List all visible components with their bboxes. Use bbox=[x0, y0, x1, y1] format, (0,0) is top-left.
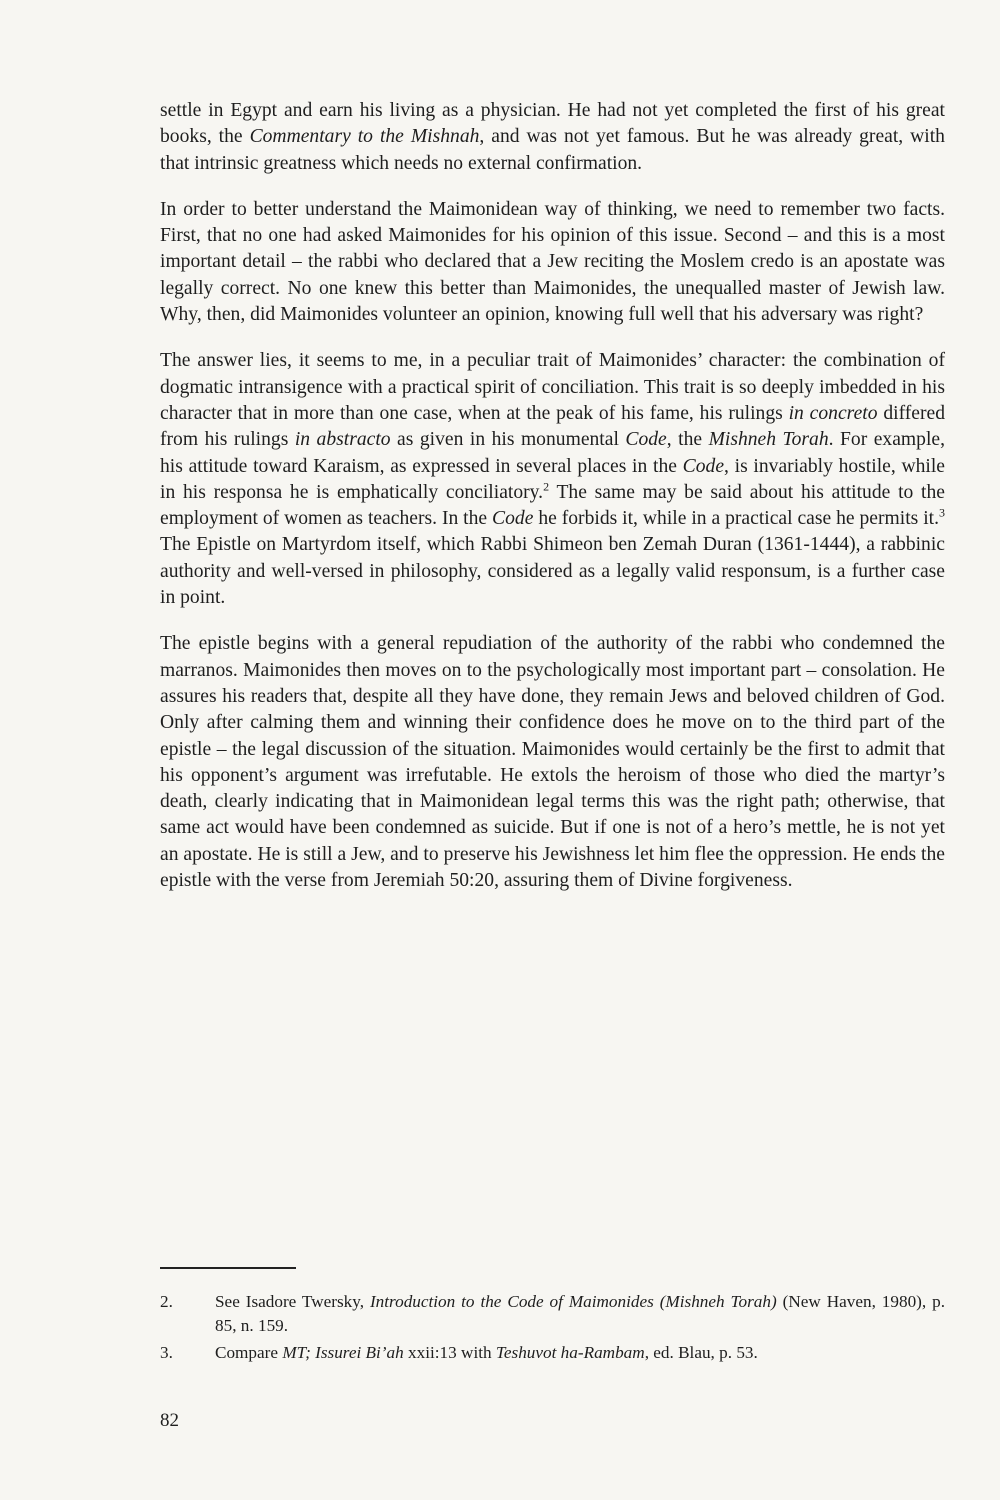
paragraph bbox=[160, 348, 945, 611]
italic-text: Introduction to the Code of Maimonides (Mishneh Torah) bbox=[369, 1292, 777, 1311]
footnote-number: 3. bbox=[160, 1343, 173, 1362]
text-run: as given in his monumental bbox=[390, 429, 626, 451]
italic-text: Commentary to the Mishnah bbox=[249, 126, 480, 148]
footnote-number: 2. bbox=[160, 1292, 173, 1311]
italic-text: Mishneh Torah bbox=[708, 429, 829, 451]
footnote bbox=[160, 1341, 945, 1365]
italic-text: Code bbox=[682, 455, 725, 477]
italic-text: Code bbox=[625, 429, 667, 451]
footnote-text bbox=[215, 1341, 945, 1365]
text-run: The epistle begins with a general repudiation of the authority of the rabbi who condemned the marranos. Maimonides then moves on to the psychologically most important part – consolation. He assures his readers that, despite all they have done, they remain Jews and beloved children of God. Only after calming them and winning their confidence does he move on to the third part of the epistle – the legal discussion of the situation. Maimonides would certainly be the first to admit that his opponent’s argument was irrefutable. He extols the heroism of those who died the martyr’s death, clearly indicating that in Maimonidean legal terms this was the right path; otherwise, that same act would have been condemned as suicide. But if one is not of a hero’s mettle, he is not yet an apostate. He is still a Jew, and to preserve his Jewishness let him flee the oppression. He ends the epistle with the verse from Jeremiah 50:20, assuring them of Divine forgiveness. bbox=[160, 633, 945, 892]
text-run: he forbids it, while in a practical case he permits it. bbox=[533, 508, 939, 530]
footnote-ref: 3 bbox=[938, 505, 945, 520]
text-run: The Epistle on Martyrdom itself, which Rabbi Shimeon ben Zemah Duran (1361-1444), a rabbinic authority and well-versed in philosophy, considered as a legally valid responsum, is a further case in point. bbox=[160, 534, 945, 609]
text-run: Compare bbox=[215, 1343, 283, 1362]
italic-text: in abstracto bbox=[294, 429, 391, 451]
text-run: See Isadore Twersky, bbox=[215, 1292, 370, 1311]
text-run: , is invariably hostile, while in his responsa he is emphatically conciliatory. bbox=[160, 455, 945, 503]
italic-text: MT; Issurei Bi’ah bbox=[282, 1343, 404, 1362]
page-number: 82 bbox=[160, 1410, 179, 1431]
italic-text: Code bbox=[492, 508, 534, 530]
text-run: (New Haven, 1980), p. 85, n. 159. bbox=[215, 1292, 945, 1335]
text-run: . For example, his attitude toward Karaism, as expressed in several places in the bbox=[160, 429, 945, 477]
text-run: The same may be said about his attitude to the employment of women as teachers. In the bbox=[160, 481, 945, 530]
text-run: settle in Egypt and earn his living as a physician. He had not yet completed the first of his great books, the bbox=[160, 100, 945, 148]
text-run: xxii:13 with bbox=[403, 1343, 496, 1362]
text-run: In order to better understand the Maimonidean way of thinking, we need to remember two facts. First, that no one had asked Maimonides for his opinion of this issue. Second – and this is a most important detail – the rabbi who declared that a Jew reciting the Moslem credo is an apostate was legally correct. No one knew this better than Maimonides, the unequalled master of Jewish law. Why, then, did Maimonides volunteer an opinion, knowing full well that his adversary was right? bbox=[160, 198, 945, 326]
paragraph bbox=[160, 98, 945, 177]
text-run: , ed. Blau, p. 53. bbox=[644, 1343, 758, 1362]
body-text bbox=[160, 98, 945, 914]
footnote-rule bbox=[160, 1267, 296, 1269]
italic-text: Teshuvot ha-Rambam bbox=[495, 1343, 645, 1362]
text-run: , the bbox=[666, 429, 709, 451]
italic-text: in concreto bbox=[788, 402, 878, 424]
footnote bbox=[160, 1290, 945, 1337]
paragraph bbox=[160, 197, 945, 328]
text-run: , and was not yet famous. But he was already great, with that intrinsic greatness which needs no external confirmation. bbox=[160, 126, 945, 174]
text-run: The answer lies, it seems to me, in a peculiar trait of Maimonides’ character: the combination of dogmatic intransigence with a practical spirit of conciliation. This trait is so deeply imbedded in his character that in more than one case, when at the peak of his fame, his rulings bbox=[160, 350, 945, 424]
paragraph bbox=[160, 631, 945, 894]
footnotes bbox=[160, 1290, 945, 1369]
text-run: differed from his rulings bbox=[160, 402, 945, 451]
footnote-ref: 2 bbox=[543, 479, 550, 494]
footnote-text bbox=[215, 1290, 945, 1337]
